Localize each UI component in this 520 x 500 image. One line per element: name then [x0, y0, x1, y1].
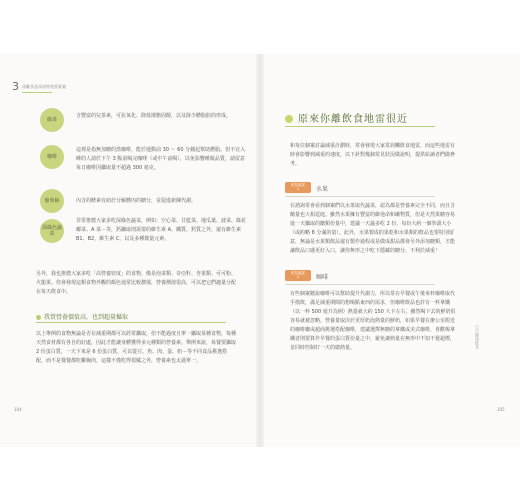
title-rule — [285, 126, 435, 127]
item-text-green-tea: 含豐富的兒茶素，可抗氧化、降低壞膽固醇，以及降少體脂肪的形成。 — [76, 113, 232, 119]
title-bullet-icon — [285, 115, 293, 123]
item-circle-green-tea: 綠茶 — [40, 108, 64, 132]
bullet-dot-icon — [36, 315, 41, 320]
vertical-side-text: 日日健康飲食 — [475, 325, 480, 349]
left-section-heading — [36, 312, 128, 321]
left-page-number: 104 — [14, 407, 22, 412]
tip-1-rule — [285, 196, 435, 197]
section-rule — [36, 322, 226, 323]
section-title: 我買營養價值高，也到超量攝取 — [44, 314, 129, 321]
chapter-title: 遠離食品添加物重要素養 — [22, 84, 66, 89]
tip-tag-2-top: 常見地雷 — [291, 271, 305, 275]
tip-1-label: 水果 — [316, 186, 329, 193]
book-gutter — [256, 54, 264, 447]
right-page-number: 105 — [497, 407, 505, 412]
tip-tag-1-top: 常見地雷 — [291, 183, 305, 187]
tip-tag-2-num: 2 — [296, 275, 300, 279]
tip-1-text: 在諮詢常會看到個案們以水果取代蔬菜，認為都是營養素完全不同，而且含醣量也大相逕庭。雖然水果擁有豐富的維他命和礦物質，但是天然果糖容易進一天攝取的醣類份量中，建議一天蔬多吃 2 份，每份大約一個拳頭大小（或約略 8 分滿的量）。此外，水果製成的果乾和水果類的飲品也要特別留意，無論是水果類飲品還有製作過程或是做成甜品都會另外添加糖類，才能讓飲品口感更好入口，讓你無形之中吃下隱藏的糖分，不利於減重！ — [290, 203, 456, 254]
left-paragraph-1: 另外，我也推薦大家多吃「高營養密度」的食物，像是泡菜類、奇亞籽、杏果類、可可粉、火龍果。你會發現這類食物外觀的顏色通常比較濃郁，營養價值很高，可以把它們適量分配在每天飲食中。 — [36, 271, 237, 295]
item-circle-grapefruit: 葡萄柚 — [40, 189, 64, 213]
tip-2-rule — [285, 284, 435, 285]
tip-2-label: 咖啡 — [316, 274, 329, 281]
header-rule — [22, 92, 52, 93]
left-paragraph-2: 以上舉例的食物無論是否在減重期都可以經常攝取，但不能過度且單一攝取某種食物，每種天然食材都有各自的好處，因此才能讓身體獲得多元種類的營養素。舉例來說，每餐要攝取 2 份蛋白質，一天下來是 6 份蛋白質，可以從豆、魚、肉、蛋、奶⋯等不同食品挑選搭配，而不是餐餐都吃雞胸肉，這樣不僅吃得很膩之外，營養素也太過單一。 — [36, 331, 237, 364]
tip-tag-2 — [285, 270, 311, 281]
item-circle-coffee: 咖啡 — [40, 145, 64, 169]
right-intro: 和每位個案討論減重計劃時，常會發現大家常誤觸飲食地雷，而這些地雷有時會影響到減重的速度，以下針對幾個常見狀況做說明，提供給讀者們做參考。 — [290, 143, 456, 167]
tip-2-text: 有些個案聽說咖啡可以幫助提升代謝力，所以常在早餐或午後來杯咖啡取代手搖飲，滿足減重期間的想喝點東西的需求，但咖啡飲品也許有一杯拿鐵（以一杯 500 毫升為例）熱量就大約 150 大卡左右，雖然喝下去的鮮奶很容易就被忽略，營養量取決於更厚奶泡熱量的鮮奶，如果早餐在辦公室附近的咖啡廳或超商挑選搭配咖啡，建議選擇無糖的拿鐵或美式咖啡，喜歡喝拿鐵者則要算作早餐的蛋白質份量之中，避免讓熱量在無形中不知不覺超標，並同時控制好一天的總熱量。 — [290, 291, 456, 351]
tip-tag-1 — [285, 182, 311, 193]
item-text-grapefruit: 內含的酵素有助於分解體內的糖分，並促進新陳代謝。 — [76, 198, 197, 204]
right-page-title — [285, 110, 408, 125]
right-title-text: 原來你離飲食地雷很近 — [298, 114, 408, 125]
item-text-dark-greens: 非常推薦大家多吃深綠色蔬菜，例如：空心菜、甘藍菜、地瓜葉、菠菜、綠花椰菜、A 菜⋯等，鈣攝取則需要的維生素 A、鐵質、鈣質之外，還有維生素 B1、B2，維生素 C，以及多種微量元素。 — [76, 218, 247, 242]
tip-tag-1-num: 1 — [296, 187, 300, 191]
item-text-coffee: 這裡是指無加糖的黑咖啡，能於運動前 30 ～ 60 分鐘起幫助燃脂。但不宜入睡的人請於下午 3 點前喝完咖啡（或中午前喝），以免影響睡眠品質，請留意每日咖啡因攝取量不超過 300 毫克。 — [76, 147, 246, 171]
chapter-number: 3 — [12, 80, 19, 93]
item-circle-dark-greens: 深綠色蔬菜 — [40, 219, 64, 243]
